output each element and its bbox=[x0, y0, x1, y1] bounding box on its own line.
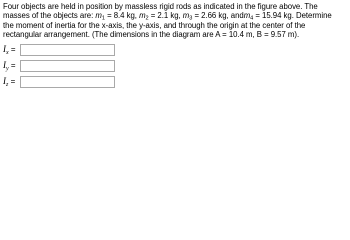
masses-intro: masses of the objects are: bbox=[3, 11, 96, 21]
answer-row-ix bbox=[3, 43, 115, 57]
m4-value: = 15.94 kg. Determine bbox=[253, 11, 332, 21]
answer-row-iz bbox=[3, 75, 115, 89]
m1-symbol: $m_1$ bbox=[95, 11, 105, 22]
ix-label: $I_x$ = bbox=[3, 44, 16, 56]
m2-value: = 2.1 kg, bbox=[148, 11, 183, 21]
answer-row-iy bbox=[3, 59, 115, 73]
m2-symbol: $m_2$ bbox=[139, 11, 149, 22]
m3-symbol: $m_3$ bbox=[182, 11, 193, 22]
problem-line-2 bbox=[3, 11, 348, 20]
iy-label: $I_y$ = bbox=[3, 60, 16, 72]
iy-answer-input[interactable] bbox=[20, 60, 115, 72]
m1-value: = 8.4 kg, bbox=[104, 11, 140, 21]
problem-line-3: the moment of inertia for the x-axis, the y-axis, and through the origin at the center of the bbox=[3, 20, 306, 30]
problem-statement bbox=[3, 2, 348, 40]
problem-line-1: Four objects are held in position by massless rigid rods as indicated in the figure above. The bbox=[3, 2, 318, 11]
problem-line-4: rectangular arrangement. (The dimensions in the diagram are A = 10.4 m, B = 9.57 m). bbox=[3, 30, 300, 40]
ix-answer-input[interactable] bbox=[20, 44, 115, 56]
m3-value: = 2.66 kg, and bbox=[192, 11, 244, 21]
iz-label: $I_z$ = bbox=[3, 76, 16, 88]
m4-symbol: $m_4$ bbox=[243, 11, 254, 22]
iz-answer-input[interactable] bbox=[20, 76, 115, 88]
